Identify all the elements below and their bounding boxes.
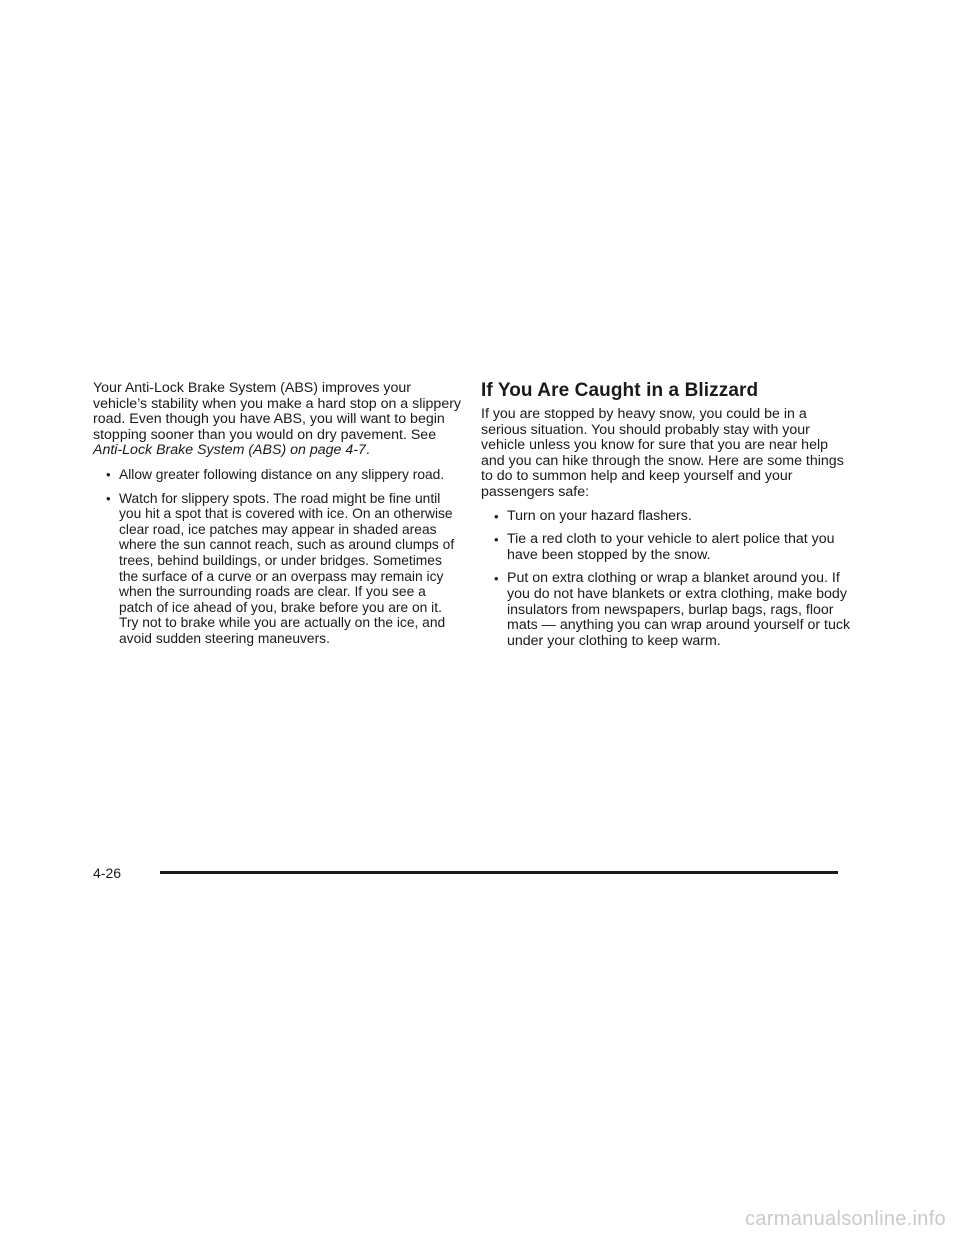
- bullet-icon: •: [106, 466, 111, 482]
- abs-intro-end: .: [365, 442, 370, 459]
- blizzard-bullet-list: [481, 509, 853, 650]
- list-item-text: Tie a red cloth to your vehicle to alert police that you have been stopped by the snow.: [507, 531, 835, 563]
- right-column: [481, 381, 853, 649]
- section-heading: If You Are Caught in a Blizzard: [481, 380, 759, 401]
- watermark: carmanualsonline.info: [745, 1208, 946, 1230]
- blizzard-intro-paragraph: If you are stopped by heavy snow, you could be in a serious situation. You should probably stay with your vehicle unless you know for sure that you are near help and you can hike through the snow. Here are some things to do to summon help and keep yourself and your passengers safe:: [481, 406, 844, 500]
- list-item-text: Put on extra clothing or wrap a blanket around you. If you do not have blankets or extra clothing, make body insulators from newspapers, burlap bags, rags, floor mats — anything you can wrap around yourself or tuck under your clothing to keep warm.: [507, 570, 851, 649]
- list-item: [481, 509, 853, 525]
- list-item-text: Turn on your hazard flashers.: [507, 507, 692, 524]
- bullet-icon: •: [494, 532, 499, 548]
- bullet-icon: •: [494, 508, 499, 524]
- list-item: [481, 571, 853, 649]
- list-item: [93, 491, 463, 647]
- bullet-icon: •: [494, 571, 499, 587]
- abs-intro-text: Your Anti-Lock Brake System (ABS) improves your vehicle’s stability when you make a hard stop on a slippery road. Even though you have ABS, you will want to begin stopping sooner than you would on dry pavement. See: [93, 380, 462, 443]
- abs-cross-reference: Anti-Lock Brake System (ABS) on page 4-7: [93, 442, 366, 459]
- list-item-text: Allow greater following distance on any slippery road.: [119, 466, 445, 482]
- left-column: [93, 381, 463, 647]
- bullet-icon: •: [106, 490, 111, 506]
- footer-rule: [160, 871, 838, 874]
- page-number: 4-26: [93, 865, 122, 881]
- list-item: [93, 467, 463, 483]
- slippery-road-bullet-list: [93, 467, 463, 647]
- list-item-text: Watch for slippery spots. The road might be fine until you hit a spot that is covered with ice. On an otherwise clear road, ice patches may appear in shaded areas where the sun cannot reach, such as around clumps of trees, behind buildings, or under bridges. Sometimes the surface of a curve or an overpass may remain icy when the surrounding roads are clear. If you see a patch of ice ahead of you, brake before you are on it. Try not to brake while you are actually on the ice, and avoid sudden steering maneuvers.: [119, 490, 455, 646]
- abs-intro-paragraph: [93, 381, 463, 459]
- list-item: [481, 532, 853, 563]
